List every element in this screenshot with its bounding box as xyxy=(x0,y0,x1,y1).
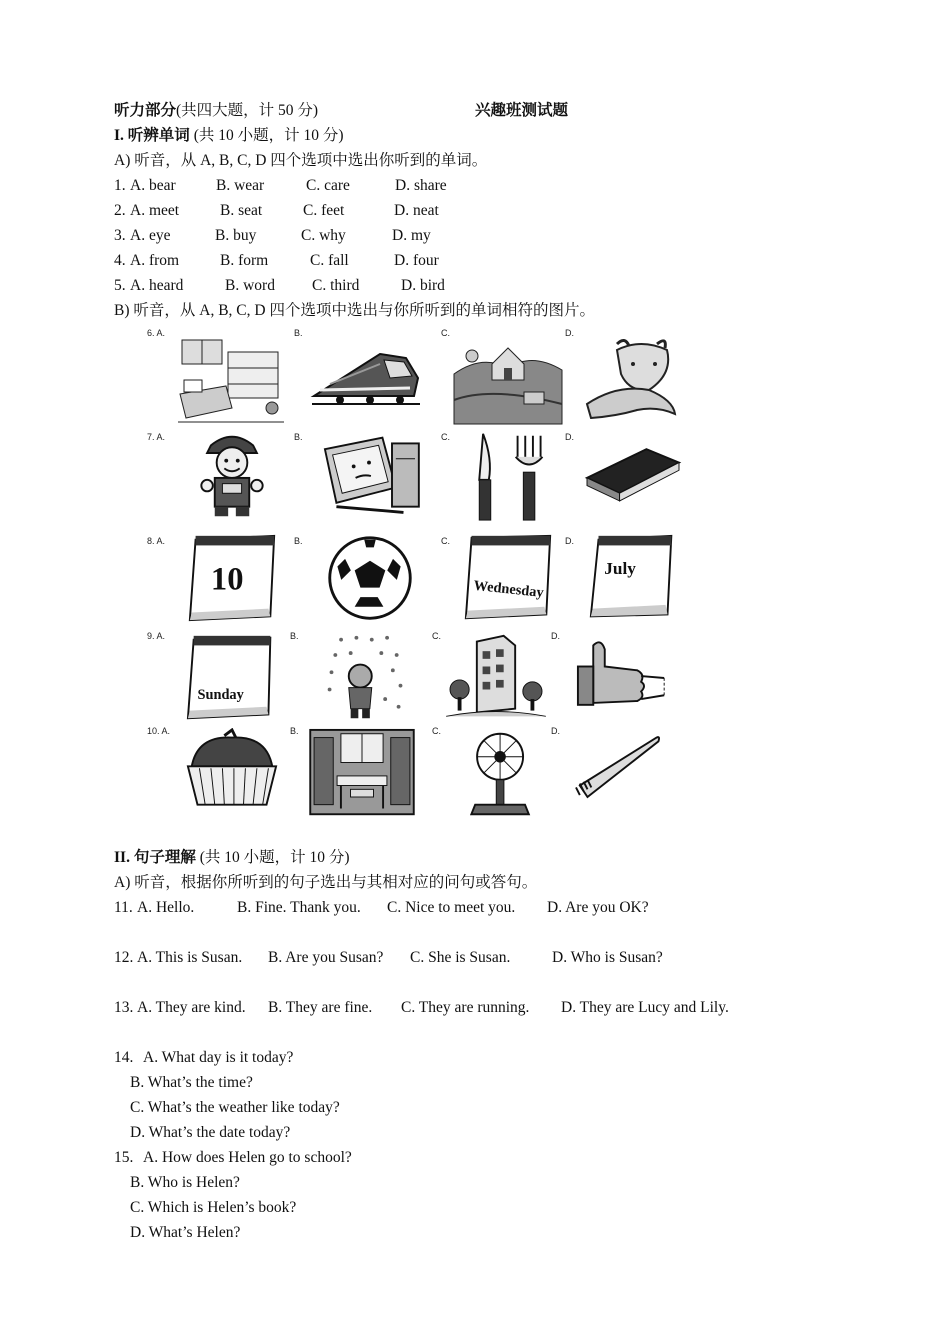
option-b: B. word xyxy=(225,277,275,294)
option-c: C. care xyxy=(306,177,350,194)
question-number: 3. xyxy=(114,227,126,244)
option-d: D. They are Lucy and Lily. xyxy=(561,999,729,1016)
cake-icon xyxy=(176,728,288,820)
question-number: 1. xyxy=(114,177,126,194)
option-a: A. They are kind. xyxy=(137,999,246,1016)
bedroom-icon xyxy=(176,334,288,426)
option-d: D. What’s Helen? xyxy=(130,1224,241,1241)
option-a: A. Hello. xyxy=(137,899,195,916)
part1-heading xyxy=(114,126,344,146)
option-b: B. Who is Helen? xyxy=(130,1174,240,1191)
calendar-july-icon xyxy=(577,532,689,624)
picture-label: 10. A. xyxy=(147,726,171,736)
question-number: 4. xyxy=(114,252,126,269)
question-number: 5. xyxy=(114,277,126,294)
picture-label: C. xyxy=(441,536,450,546)
calendar-sunday-icon xyxy=(176,632,288,724)
option-d: D. What’s the date today? xyxy=(130,1124,291,1141)
picture-label: D. xyxy=(565,536,574,546)
option-d: D. neat xyxy=(394,202,439,219)
calendar-day: Wednesday xyxy=(472,577,545,602)
option-b: B. form xyxy=(220,252,269,269)
building-icon xyxy=(440,632,552,724)
option-b: B. Fine. Thank you. xyxy=(237,899,361,916)
part1-number: I. xyxy=(114,127,124,144)
option-c: C. What’s the weather like today? xyxy=(130,1099,340,1116)
computer-icon xyxy=(313,430,425,522)
picture-label: 6. A. xyxy=(147,328,166,338)
option-c: C. They are running. xyxy=(401,999,530,1016)
picture-label: 9. A. xyxy=(147,631,166,641)
option-d: D. share xyxy=(395,177,447,194)
part2-instruction-a: A) 听音，根据你所听到的句子选出与其相对应的问句或答句。 xyxy=(114,874,538,891)
part1-instruction-a: A) 听音，从 A, B, C, D 四个选项中选出你听到的单词。 xyxy=(114,152,488,169)
picture-label: C. xyxy=(441,328,450,338)
picture-label: 8. A. xyxy=(147,536,166,546)
option-c: C. She is Susan. xyxy=(410,949,511,966)
part2-heading xyxy=(114,848,350,868)
part2-number: II. xyxy=(114,849,130,866)
option-d: D. Are you OK? xyxy=(547,899,649,916)
option-b: B. They are fine. xyxy=(268,999,373,1016)
book-icon xyxy=(577,430,689,522)
knife-fork-icon xyxy=(452,430,564,522)
section-title: 听力部分 xyxy=(114,102,177,119)
option-b: B. wear xyxy=(216,177,265,194)
section-note: (共四大题，计 50 分) xyxy=(176,102,319,119)
picture-label: C. xyxy=(441,432,450,442)
picture-label: B. xyxy=(290,631,299,641)
option-b: B. Are you Susan? xyxy=(268,949,384,966)
section-header xyxy=(114,101,318,121)
option-c: C. why xyxy=(301,227,346,244)
option-d: D. my xyxy=(392,227,431,244)
part1-note: (共 10 小题，计 10 分) xyxy=(193,127,344,144)
thumbs-up-icon xyxy=(566,632,678,724)
rain-icon xyxy=(310,632,422,724)
football-icon xyxy=(314,532,426,624)
calendar-number: 10 xyxy=(210,561,244,598)
option-c: C. feet xyxy=(303,202,345,219)
picture-label: C. xyxy=(432,631,441,641)
picture-label: C. xyxy=(432,726,441,736)
picture-label: 7. A. xyxy=(147,432,166,442)
option-a: A. meet xyxy=(130,202,180,219)
calendar-day: Sunday xyxy=(197,687,244,704)
question-number: 14. xyxy=(114,1049,134,1066)
question-number: 13. xyxy=(114,999,134,1016)
picture-label: D. xyxy=(565,328,574,338)
part1-instruction-b: B) 听音，从 A, B, C, D 四个选项中选出与你所听到的单词相符的图片。 xyxy=(114,302,595,319)
picture-label: D. xyxy=(551,631,560,641)
toothbrush-icon xyxy=(566,728,678,820)
option-b: B. What’s the time? xyxy=(130,1074,253,1091)
option-c: C. Which is Helen’s book? xyxy=(130,1199,297,1216)
option-b: B. buy xyxy=(215,227,257,244)
goat-icon xyxy=(577,334,689,426)
option-a: A. This is Susan. xyxy=(137,949,243,966)
option-d: D. bird xyxy=(401,277,445,294)
classroom-icon xyxy=(306,728,418,820)
option-a: A. bear xyxy=(130,177,176,194)
picture-label: D. xyxy=(565,432,574,442)
calendar-wednesday-icon xyxy=(452,532,564,624)
option-a: A. heard xyxy=(130,277,184,294)
option-a: A. How does Helen go to school? xyxy=(143,1149,352,1166)
picture-label: B. xyxy=(294,328,303,338)
option-b: B. seat xyxy=(220,202,263,219)
option-c: C. Nice to meet you. xyxy=(387,899,516,916)
option-a: A. eye xyxy=(130,227,171,244)
picture-label: B. xyxy=(294,432,303,442)
part1-title: 听辨单词 xyxy=(127,127,190,144)
option-c: C. third xyxy=(312,277,360,294)
train-icon xyxy=(310,334,422,426)
fan-icon xyxy=(446,728,558,820)
question-number: 12. xyxy=(114,949,134,966)
question-number: 2. xyxy=(114,202,126,219)
picture-label: B. xyxy=(290,726,299,736)
part2-title: 句子理解 xyxy=(133,849,196,866)
option-d: D. Who is Susan? xyxy=(552,949,663,966)
option-a: A. What day is it today? xyxy=(143,1049,294,1066)
option-a: A. from xyxy=(130,252,180,269)
part2-note: (共 10 小题，计 10 分) xyxy=(199,849,350,866)
picture-label: B. xyxy=(294,536,303,546)
option-d: D. four xyxy=(394,252,439,269)
test-title: 兴趣班测试题 xyxy=(475,102,569,119)
calendar-10-icon xyxy=(176,532,288,624)
question-number: 11. xyxy=(114,899,133,916)
calendar-month: July xyxy=(604,559,636,579)
worker-icon xyxy=(176,430,288,522)
picture-label: D. xyxy=(551,726,560,736)
question-number: 15. xyxy=(114,1149,134,1166)
option-c: C. fall xyxy=(310,252,349,269)
farm-icon xyxy=(452,334,564,426)
